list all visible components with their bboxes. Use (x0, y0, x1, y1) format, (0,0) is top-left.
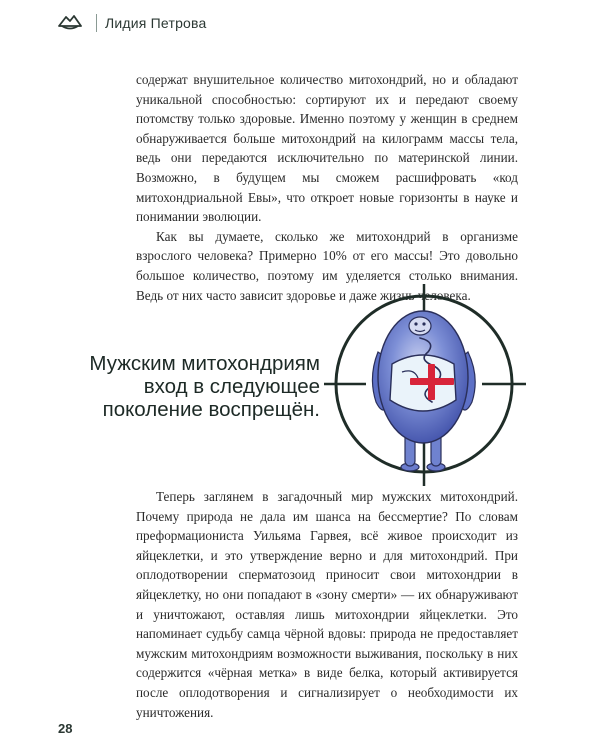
pull-quote-line: вход в следующее (143, 375, 320, 398)
text-block-bottom (136, 487, 518, 722)
pull-quote-line: Мужским митохондриям (89, 352, 320, 375)
mountain-logo-icon (58, 12, 82, 32)
paragraph-mitochondria-count: Как вы думаете, сколько же митохондрий в организме взрослого человека? Примерно 10% от его массы! Это довольно большое количество, поэтому им уделяется столько внимания. Ведь от них часто зависит здоровье и даже жизнь человека. (136, 228, 518, 303)
author-name: Лидия Петрова (105, 15, 207, 31)
pull-quote-line: поколение воспрещён. (102, 398, 320, 421)
page-number: 28 (58, 721, 73, 736)
paragraph-male-mitochondria: Теперь заглянем в загадочный мир мужских митохондрий. Почему природа не дала им шанса на бессмертие? По словам преформациониста Уильяма Гарвея, всё живое происходит из яйцеклетки, и это утверждение верно и для митохондрий. При оплодотворении сперматозоид приносит свои митохондрии в яйцеклетку, но они попадают в «зону смерти» — их обнаруживают и уничтожают, оставляя лишь митохондрии яйцеклетки. Это напоминает судьбу самца чёрной вдовы: природа не предоставляет мужским митохондриям возможности выживания, поскольку в них содержится «чёрная метка» в виде белка, который активируется после оплодотворения и сигнализирует о необходимости их уничтожения. (136, 489, 518, 720)
crosshair-mitochondrion-illustration (318, 282, 530, 488)
page-header (0, 0, 600, 46)
pull-quote (80, 352, 320, 421)
paragraph-continuation: содержат внушительное количество митохондрий, но и обладают уникальной способностью: сортируют их и передают своему потомству только здоровые. Именно поэтому у женщин в среднем обнаруживается больше митохондрий на килограмм массы тела, ведь они передаются исключительно по материнской линии. Возможно, в будущем мы сможем расшифровать «код митохондриальной Евы», что откроет новые горизонты в науке и понимании эволюции. (136, 72, 518, 225)
text-block-top (136, 70, 518, 305)
header-divider (96, 14, 97, 32)
